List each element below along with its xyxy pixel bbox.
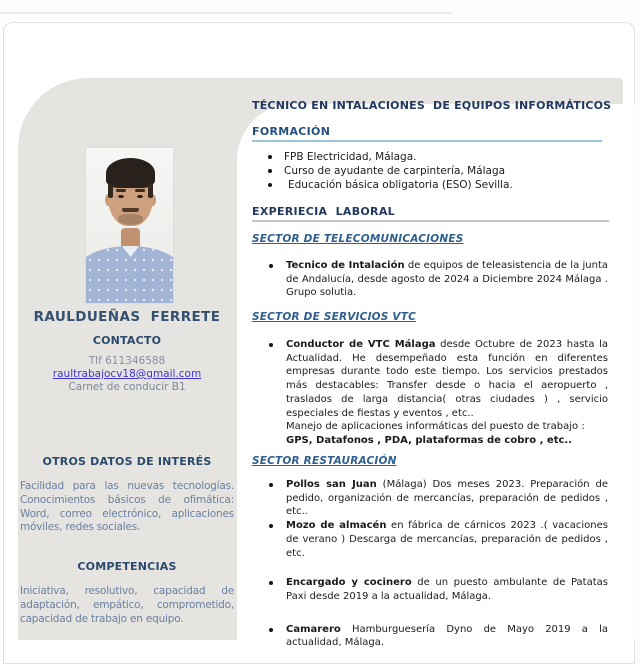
formacion-item-text: Curso de ayudante de carpintería, Málaga [284, 165, 506, 178]
person-sideburn-right [148, 184, 153, 198]
sector-restauracion-heading: SECTOR RESTAURACIÓN [252, 455, 397, 467]
sector-vtc-heading: SECTOR DE SERVICIOS VTC [252, 311, 417, 323]
person-mustache [122, 208, 139, 212]
job-title: Tecnico de Intalación [286, 260, 405, 271]
bullet-text [286, 576, 608, 603]
restauracion-bullet [252, 519, 608, 560]
job-description: de un puesto ambulante de Patatas Paxi desde 2019 a la actualidad, Málaga. [286, 577, 608, 602]
email-row [20, 368, 234, 380]
driving-license: Carnet de conducir B1 [68, 381, 186, 393]
restauracion-bullet [252, 478, 608, 519]
job-description: desde Octubre de 2023 hasta la Actualidad. He desempeñado esta función en diferentes empresas durante todo este tiempo. Los servicios prestados más destacables: Transfer desde o hacia el aeropuerto , traslados de larga distancia( otras ciudades ) , servicio especiales de fiestas y eventos , etc.. [286, 339, 608, 419]
competencies-text: Iniciativa, resolutivo, capacidad de adaptación, empático, comprometido, capacidad de trabajo en equipo. [20, 585, 234, 625]
restauracion-list [252, 478, 608, 650]
email-link[interactable]: raultrabajocv18@gmail.com [52, 368, 202, 380]
experiencia-underline [252, 220, 609, 222]
bullet-icon [269, 264, 273, 268]
formacion-underline [252, 140, 602, 142]
vtc-note: Manejo de aplicaciones informáticas del puesto de trabajo : [286, 421, 585, 433]
person-brow-left [116, 189, 126, 192]
bullet-text [286, 519, 608, 560]
job-title: Encargado y cocinero [286, 577, 412, 589]
bullet-icon [269, 524, 273, 528]
page-top-shadow-line [0, 12, 452, 14]
person-eye-left [118, 195, 124, 198]
person-eye-right [137, 195, 143, 198]
person-sideburn-left [108, 184, 113, 198]
bullet-icon [269, 483, 273, 487]
formacion-item [252, 150, 582, 164]
telecom-bullet-text [286, 259, 608, 300]
bullet-text [286, 623, 608, 650]
bullet-icon [269, 343, 273, 347]
formacion-heading: FORMACIÓN [252, 125, 331, 138]
job-description: Hamburguesería Dyno de Mayo 2019 a la actualidad, Málaga. [286, 623, 608, 649]
sector-telecom-heading: SECTOR DE TELECOMUNICACIONES [252, 233, 464, 245]
formacion-item [252, 164, 582, 178]
job-description: de equipos de teleasistencia de la junta de Andalucía, desde agosto de 2024 a Diciembre 2024 Málaga . Grupo solutia. [286, 260, 608, 299]
contact-heading: CONTACTO [92, 334, 162, 347]
person-beard [118, 214, 143, 225]
bullet-icon [269, 581, 273, 585]
experiencia-heading: EXPERIECIA LABORAL [252, 205, 395, 218]
bullet-icon [269, 628, 273, 632]
bullet-icon [268, 183, 272, 187]
job-title: Pollos san Juan [286, 479, 377, 490]
formacion-item [252, 178, 582, 192]
job-description: (Málaga) Dos meses 2023. Preparación de pedido, organización de mercancías, preparación de pedidos , etc.. [286, 479, 608, 518]
job-title: Conductor de VTC Málaga [286, 339, 436, 350]
person-head [108, 162, 153, 226]
job-title: Camarero [286, 623, 341, 635]
bullet-icon [268, 155, 272, 159]
profile-photo [85, 147, 174, 304]
restauracion-bullet [252, 576, 608, 603]
telecom-bullet [252, 259, 608, 300]
cv-title: TÉCNICO EN INTALACIONES DE EQUIPOS INFORMÁTICOS [252, 99, 612, 112]
formacion-item-text: Educación básica obligatoria (ESO) Sevilla. [288, 179, 513, 192]
person-brow-right [135, 189, 145, 192]
vtc-bullet-text [286, 338, 608, 448]
competencies-heading: COMPETENCIAS [77, 560, 177, 573]
formacion-item-text: FPB Electricidad, Málaga. [284, 151, 417, 163]
vtc-tools: GPS, Datafonos , PDA, plataformas de cobro , etc.. [286, 434, 573, 446]
phone-number: Tlf 611346588 [88, 355, 166, 367]
restauracion-bullet [252, 623, 608, 650]
vtc-bullet [252, 338, 608, 448]
other-data-text: Facilidad para las nuevas tecnologías. Conocimientos básicos de ofimática: Word, correo electrónico, aplicaciones móviles, redes sociales. [20, 480, 234, 534]
job-description: en fábrica de cárnicos 2023 .( vacaciones de verano ) Descarga de mercancías, preparación de pedidos , etc. [286, 520, 608, 559]
bullet-text [286, 478, 608, 519]
vtc-main-text [286, 338, 608, 420]
other-data-heading: OTROS DATOS DE INTERÉS [42, 455, 212, 468]
bullet-icon [268, 169, 272, 173]
job-title: Mozo de almacén [286, 520, 387, 532]
candidate-name: RAULDUEÑAS FERRETE [33, 309, 221, 325]
formacion-list [252, 150, 582, 193]
